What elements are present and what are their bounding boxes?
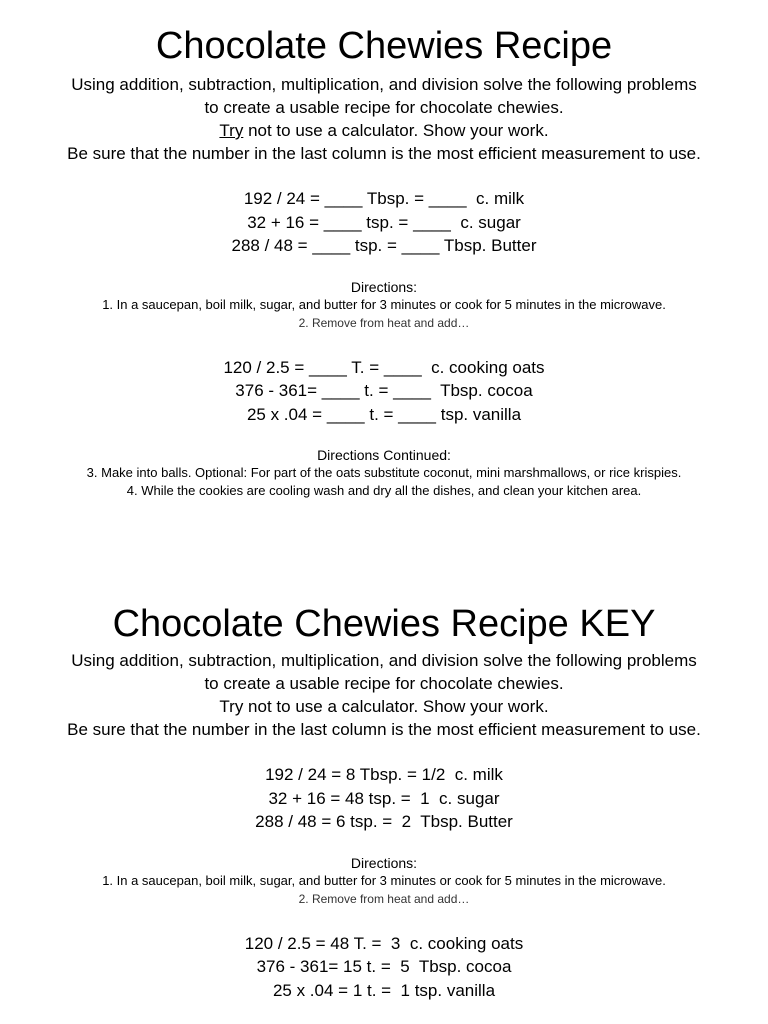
worksheet-intro-try-underlined: Try [219, 121, 244, 140]
worksheet-intro-line-1: Using addition, subtraction, multiplication, and division solve the following problems [71, 75, 697, 94]
key-direction-step-2: 2. Remove from heat and add… [298, 891, 470, 906]
worksheet-problem-oats: 120 / 2.5 = ____ T. = ____ c. cooking oats [223, 357, 545, 377]
key-problem-vanilla: 25 x .04 = 1 t. = 1 tsp. vanilla [272, 980, 496, 1000]
key-intro-line-3: Try not to use a calculator. Show your work. [219, 697, 549, 716]
worksheet-direction-step-2: 2. Remove from heat and add… [298, 315, 470, 330]
worksheet-direction-step-4: 4. While the cookies are cooling wash and dry all the dishes, and clean your kitchen area. [126, 483, 642, 498]
key-problems-group-2 [0, 932, 768, 1003]
worksheet-problem-cocoa: 376 - 361= ____ t. = ____ Tbsp. cocoa [235, 381, 533, 400]
key-problem-sugar: 32 + 16 = 48 tsp. = 1 c. sugar [268, 788, 500, 808]
worksheet-title: Chocolate Chewies Recipe [155, 25, 613, 67]
worksheet-direction-step-3: 3. Make into balls. Optional: For part of the oats substitute coconut, mini marshmallows, or rice krispies. [86, 465, 682, 480]
key-title: Chocolate Chewies Recipe KEY [112, 603, 656, 645]
key-problem-oats: 120 / 2.5 = 48 T. = 3 c. cooking oats [244, 933, 524, 953]
worksheet-problem-milk: 192 / 24 = ____ Tbsp. = ____ c. milk [243, 189, 525, 208]
key-intro-line-1: Using addition, subtraction, multiplication, and division solve the following problems [71, 651, 697, 670]
worksheet-problem-sugar: 32 + 16 = ____ tsp. = ____ c. sugar [247, 212, 521, 232]
worksheet-direction-step-1: 1. In a saucepan, boil milk, sugar, and butter for 3 minutes or cook for 5 minutes in the microwave. [102, 296, 666, 312]
key-section [0, 602, 768, 1002]
worksheet-intro-line-3-rest: not to use a calculator. Show your work. [243, 121, 549, 140]
worksheet-intro-line-4: Be sure that the number in the last column is the most efficient measurement to use. [67, 144, 701, 163]
worksheet-problems-group-1 [0, 187, 768, 258]
key-intro-line-2: to create a usable recipe for chocolate chewies. [204, 674, 564, 693]
key-directions-heading: Directions: [350, 854, 418, 871]
worksheet-problem-vanilla: 25 x .04 = ____ t. = ____ tsp. vanilla [246, 404, 522, 424]
key-direction-step-1: 1. In a saucepan, boil milk, sugar, and butter for 3 minutes or cook for 5 minutes in the microwave. [102, 872, 666, 888]
worksheet-intro-line-2: to create a usable recipe for chocolate chewies. [204, 98, 564, 117]
worksheet-problems-group-2 [0, 356, 768, 427]
worksheet-directions-heading: Directions: [350, 278, 418, 295]
key-problem-butter: 288 / 48 = 6 tsp. = 2 Tbsp. Butter [255, 812, 513, 831]
worksheet-problem-butter: 288 / 48 = ____ tsp. = ____ Tbsp. Butter [231, 236, 537, 255]
key-problem-cocoa: 376 - 361= 15 t. = 5 Tbsp. cocoa [256, 957, 512, 976]
worksheet-intro-line-3 [0, 119, 768, 142]
key-problems-group-1 [0, 763, 768, 834]
key-problem-milk: 192 / 24 = 8 Tbsp. = 1/2 c. milk [265, 765, 503, 784]
key-intro-line-4: Be sure that the number in the last column is the most efficient measurement to use. [67, 720, 701, 739]
worksheet-directions-continued-heading: Directions Continued: [317, 447, 451, 463]
worksheet-section [0, 24, 768, 500]
